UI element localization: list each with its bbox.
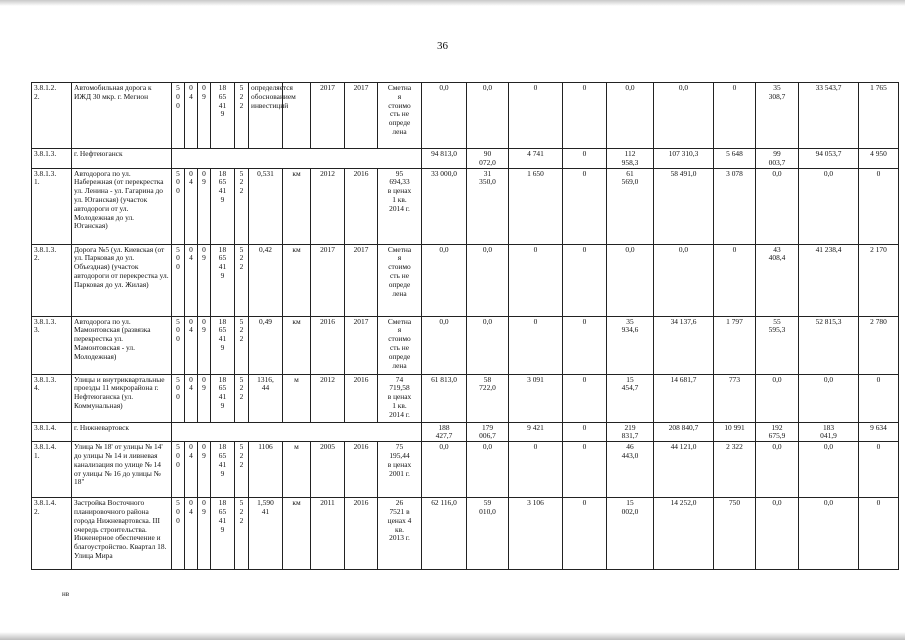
cell-v6: 208 840,7 (654, 422, 714, 442)
cell-v3: 0 (509, 83, 563, 149)
cell-d2: 0 4 (185, 442, 198, 498)
cell-d2: 0 4 (185, 168, 198, 244)
cell-d4: 18 65 41 9 (211, 442, 235, 498)
cell-v4: 0 (563, 244, 607, 316)
cell-v10: 0 (859, 442, 899, 498)
cell-code: 3.8.1.3. 3. (32, 316, 72, 374)
cell-d1: 5 0 0 (172, 442, 185, 498)
cell-d2: 0 4 (185, 244, 198, 316)
cell-v10: 1 765 (859, 83, 899, 149)
cell-d1: 5 0 0 (172, 316, 185, 374)
cell-v9: 94 053,7 (799, 149, 859, 169)
cell-v5: 0,0 (607, 244, 654, 316)
cell-unit: м (283, 374, 311, 422)
cell-cost: 75 195,44 в ценах 2001 г. (378, 442, 422, 498)
cell-v10: 4 950 (859, 149, 899, 169)
cell-unit: м (283, 442, 311, 498)
cell-code: 3.8.1.3. 1. (32, 168, 72, 244)
cell-d3: 0 9 (198, 83, 211, 149)
cell-d1: 5 0 0 (172, 374, 185, 422)
cell-d5: 5 2 2 (235, 442, 249, 498)
cell-v9: 0,0 (799, 442, 859, 498)
cell-v5: 15 454,7 (607, 374, 654, 422)
cell-d2: 0 4 (185, 374, 198, 422)
cell-d5: 5 2 2 (235, 83, 249, 149)
cell-v1: 33 000,0 (422, 168, 467, 244)
cell-code: 3.8.1.4. (32, 422, 72, 442)
table-row (32, 498, 899, 570)
cell-v8: 192 675,9 (756, 422, 799, 442)
cell-v2: 31 350,0 (467, 168, 509, 244)
cell-d4: 18 65 41 9 (211, 83, 235, 149)
cell-v1: 0,0 (422, 316, 467, 374)
cell-name: Автодорога по ул. Набережная (от перекрестка ул. Ленина - ул. Гагарина до ул. Юганская) (участок автодороги от ул. Молодежная до ул. Юганская) (72, 168, 172, 244)
cell-v1: 188 427,7 (422, 422, 467, 442)
cell-v1: 0,0 (422, 442, 467, 498)
cell-d1: 5 0 0 (172, 168, 185, 244)
cell-v4: 0 (563, 83, 607, 149)
cell-code: 3.8.1.3. 2. (32, 244, 72, 316)
scan-edge-top (0, 0, 905, 6)
cell-v5: 112 958,3 (607, 149, 654, 169)
table-row (32, 316, 899, 374)
cell-v6: 107 310,3 (654, 149, 714, 169)
cell-v8: 43 408,4 (756, 244, 799, 316)
cell-name: г. Нижневартовск (72, 422, 172, 442)
cell-v4: 0 (563, 442, 607, 498)
cell-v10: 2 170 (859, 244, 899, 316)
cell-v9: 183 041,9 (799, 422, 859, 442)
cell-v8: 55 595,3 (756, 316, 799, 374)
cell-code: 3.8.1.4. 2. (32, 498, 72, 570)
table-row (32, 83, 899, 149)
cell-capacity: 1106 (249, 442, 283, 498)
cell-v1: 0,0 (422, 244, 467, 316)
cell-end-year: 2016 (345, 168, 378, 244)
cell-d1: 5 0 0 (172, 498, 185, 570)
cell-v9: 41 238,4 (799, 244, 859, 316)
cell-v6: 34 137,6 (654, 316, 714, 374)
cell-v9: 0,0 (799, 498, 859, 570)
cell-d5: 5 2 2 (235, 316, 249, 374)
cell-v10: 9 634 (859, 422, 899, 442)
cell-start-year: 2017 (311, 244, 345, 316)
cell-d3: 0 9 (198, 442, 211, 498)
cell-cost: Сметна я стоимо сть не опреде лена (378, 244, 422, 316)
cell-v3: 0 (509, 316, 563, 374)
cell-d1: 5 0 0 (172, 83, 185, 149)
cell-name: Автодорога по ул. Мамонтовская (развязка перекрестка ул. Мамонтовская - ул. Молодежная) (72, 316, 172, 374)
cell-v1: 94 813,0 (422, 149, 467, 169)
cell-name: Улица № 18' от улицы № 14' до улицы № 14 и ливневая канализация по улице № 14 от улицы № 16 до улицы № 18" (72, 442, 172, 498)
footer-code: нв (62, 590, 70, 598)
cell-v10: 0 (859, 498, 899, 570)
scan-edge-bottom (0, 632, 905, 640)
cell-start-year: 2017 (311, 83, 345, 149)
cell-v7: 3 078 (714, 168, 756, 244)
cell-v7: 1 797 (714, 316, 756, 374)
cell-name: Застройка Восточного планировочного района города Нижневартовска. III очередь строительства. Инженерное обеспечение и благоустройство. Квартал 18. Улица Мира (72, 498, 172, 570)
cell-v9: 0,0 (799, 168, 859, 244)
cell-d4: 18 65 41 9 (211, 316, 235, 374)
cell-v2: 0,0 (467, 244, 509, 316)
cell-cost: Сметна я стоимо сть не опреде лена (378, 316, 422, 374)
city-row (32, 149, 899, 169)
cell-capacity: 0,49 (249, 316, 283, 374)
cell-v9: 0,0 (799, 374, 859, 422)
cell-v5: 61 569,0 (607, 168, 654, 244)
cell-v6: 44 121,0 (654, 442, 714, 498)
cell-d5: 5 2 2 (235, 498, 249, 570)
table-row (32, 244, 899, 316)
cell-v4: 0 (563, 498, 607, 570)
cell-v5: 46 443,0 (607, 442, 654, 498)
cell-v7: 5 648 (714, 149, 756, 169)
cell-v6: 58 491,0 (654, 168, 714, 244)
cell-start-year: 2012 (311, 374, 345, 422)
cell-v2: 58 722,0 (467, 374, 509, 422)
cell-v7: 750 (714, 498, 756, 570)
cell-v3: 3 106 (509, 498, 563, 570)
cell-end-year: 2017 (345, 316, 378, 374)
cell-d5: 5 2 2 (235, 374, 249, 422)
cell-v5: 35 934,6 (607, 316, 654, 374)
cell-d3: 0 9 (198, 498, 211, 570)
cell-d4: 18 65 41 9 (211, 374, 235, 422)
cell-cost: 74 719,58 в ценах 1 кв. 2014 г. (378, 374, 422, 422)
cell-v7: 2 322 (714, 442, 756, 498)
cell-v8: 99 003,7 (756, 149, 799, 169)
cell-unit: км (283, 498, 311, 570)
cell-d3: 0 9 (198, 374, 211, 422)
cell-empty (172, 149, 422, 169)
cell-v4: 0 (563, 374, 607, 422)
cell-d5: 5 2 2 (235, 168, 249, 244)
cell-capacity: 0,531 (249, 168, 283, 244)
cell-v1: 62 116,0 (422, 498, 467, 570)
cell-end-year: 2016 (345, 374, 378, 422)
cell-v7: 10 991 (714, 422, 756, 442)
cell-v9: 33 543,7 (799, 83, 859, 149)
table-row (32, 442, 899, 498)
cell-v7: 773 (714, 374, 756, 422)
cell-start-year: 2012 (311, 168, 345, 244)
cell-v6: 14 252,0 (654, 498, 714, 570)
cell-unit: км (283, 244, 311, 316)
cell-d3: 0 9 (198, 244, 211, 316)
cell-v5: 0,0 (607, 83, 654, 149)
cell-v2: 0,0 (467, 442, 509, 498)
cell-capacity: определяется обоснованием инвестиций (249, 83, 283, 149)
cell-v2: 0,0 (467, 83, 509, 149)
cell-v3: 1 650 (509, 168, 563, 244)
cell-v4: 0 (563, 149, 607, 169)
cell-v7: 0 (714, 244, 756, 316)
cell-code: 3.8.1.3. 4. (32, 374, 72, 422)
cell-v10: 2 780 (859, 316, 899, 374)
cell-capacity: 0,42 (249, 244, 283, 316)
cell-d4: 18 65 41 9 (211, 498, 235, 570)
cell-v1: 61 813,0 (422, 374, 467, 422)
cell-v4: 0 (563, 316, 607, 374)
cell-v3: 4 741 (509, 149, 563, 169)
cell-name: г. Нефтеюганск (72, 149, 172, 169)
cell-end-year: 2016 (345, 442, 378, 498)
cell-v2: 179 006,7 (467, 422, 509, 442)
cell-v5: 15 002,0 (607, 498, 654, 570)
cell-end-year: 2016 (345, 498, 378, 570)
cell-v6: 0,0 (654, 244, 714, 316)
city-row (32, 422, 899, 442)
cell-v3: 3 091 (509, 374, 563, 422)
cell-cost: 95 694,33 в ценах 1 кв. 2014 г. (378, 168, 422, 244)
cell-v2: 59 010,0 (467, 498, 509, 570)
cell-d3: 0 9 (198, 168, 211, 244)
cell-cost: Сметна я стоимо сть не опреде лена (378, 83, 422, 149)
investment-table (31, 82, 899, 570)
cell-v4: 0 (563, 168, 607, 244)
cell-v2: 90 072,0 (467, 149, 509, 169)
cell-code: 3.8.1.3. (32, 149, 72, 169)
cell-d5: 5 2 2 (235, 244, 249, 316)
cell-name: Дорога №5 (ул. Киевская (от ул. Парковая до ул. Объездная) (участок автодороги от перекрестка ул. Парковая до ул. Жилая) (72, 244, 172, 316)
cell-d2: 0 4 (185, 83, 198, 149)
cell-v6: 0,0 (654, 83, 714, 149)
cell-cost: 26 7521 в ценах 4 кв. 2013 г. (378, 498, 422, 570)
cell-v3: 0 (509, 442, 563, 498)
cell-v10: 0 (859, 374, 899, 422)
table-row (32, 374, 899, 422)
cell-v8: 35 308,7 (756, 83, 799, 149)
cell-v10: 0 (859, 168, 899, 244)
cell-v8: 0,0 (756, 498, 799, 570)
cell-end-year: 2017 (345, 83, 378, 149)
cell-v3: 0 (509, 244, 563, 316)
cell-v8: 0,0 (756, 168, 799, 244)
cell-start-year: 2005 (311, 442, 345, 498)
cell-empty (172, 422, 422, 442)
cell-v8: 0,0 (756, 374, 799, 422)
cell-capacity: 1,590 41 (249, 498, 283, 570)
cell-v5: 219 831,7 (607, 422, 654, 442)
cell-d4: 18 65 41 9 (211, 168, 235, 244)
cell-v4: 0 (563, 422, 607, 442)
cell-unit: км (283, 316, 311, 374)
cell-d1: 5 0 0 (172, 244, 185, 316)
cell-v9: 52 815,3 (799, 316, 859, 374)
cell-v1: 0,0 (422, 83, 467, 149)
cell-capacity: 1316, 44 (249, 374, 283, 422)
cell-start-year: 2016 (311, 316, 345, 374)
cell-v7: 0 (714, 83, 756, 149)
table-row (32, 168, 899, 244)
cell-v6: 14 681,7 (654, 374, 714, 422)
cell-d3: 0 9 (198, 316, 211, 374)
cell-d4: 18 65 41 9 (211, 244, 235, 316)
cell-code: 3.8.1.4. 1. (32, 442, 72, 498)
cell-name: Улицы и внутриквартальные проезды 11 микрорайона г. Нефтеюганска (ул. Коммунальная) (72, 374, 172, 422)
cell-end-year: 2017 (345, 244, 378, 316)
page-number: 36 (437, 40, 448, 52)
cell-v3: 9 421 (509, 422, 563, 442)
cell-v2: 0,0 (467, 316, 509, 374)
cell-start-year: 2011 (311, 498, 345, 570)
cell-unit: км (283, 168, 311, 244)
cell-d2: 0 4 (185, 316, 198, 374)
cell-code: 3.8.1.2. 2. (32, 83, 72, 149)
cell-v8: 0,0 (756, 442, 799, 498)
cell-name: Автомобильная дорога к ИЖД 30 мкр. г. Мегион (72, 83, 172, 149)
cell-d2: 0 4 (185, 498, 198, 570)
